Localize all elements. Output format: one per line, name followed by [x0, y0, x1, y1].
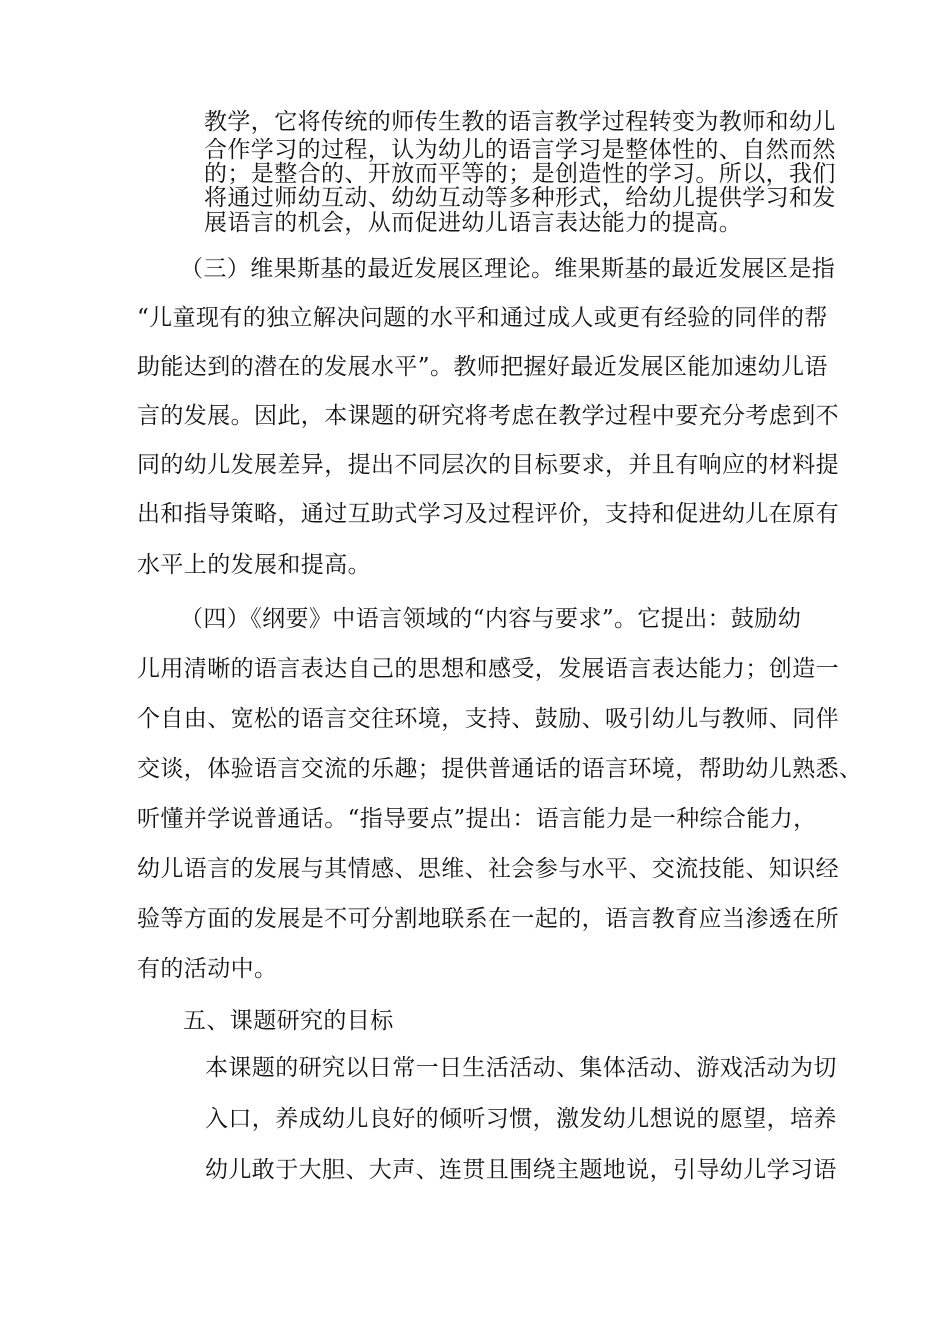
text-line: 同的幼儿发展差异，提出不同层次的目标要求，并且有响应的材料提 [137, 452, 839, 478]
section-heading: 五、课题研究的目标 [183, 1008, 394, 1034]
text-line: 助能达到的潜在的发展水平”。教师把握好最近发展区能加速幼儿语 [137, 354, 828, 380]
text-line: 教学，它将传统的师传生教的语言教学过程转变为教师和幼儿 [204, 109, 836, 135]
text-line: 的；是整合的、开放而平等的；是创造性的学习。所以，我们 [204, 161, 836, 187]
text-line: （三）维果斯基的最近发展区理论。维果斯基的最近发展区是指 [180, 256, 836, 282]
text-line: 验等方面的发展是不可分割地联系在一起的，语言教育应当渗透在所 [137, 906, 839, 932]
text-line: 幼儿语言的发展与其情感、思维、社会参与水平、交流技能、知识经 [137, 856, 839, 882]
text-line: 本课题的研究以日常一日生活活动、集体活动、游戏活动为切 [205, 1055, 837, 1081]
text-line: 听懂并学说普通话。“指导要点”提出：语言能力是一种综合能力， [137, 806, 817, 832]
text-line: “儿童现有的独立解决问题的水平和通过成人或更有经验的同伴的帮 [137, 305, 828, 331]
text-line: （四）《纲要》中语言领域的“内容与要求”。它提出：鼓励幼 [180, 606, 802, 632]
text-line: 个自由、宽松的语言交往环境，支持、鼓励、吸引幼儿与教师、同伴 [137, 706, 839, 732]
text-line: 儿用清晰的语言表达自己的思想和感受，发展语言表达能力；创造一 [137, 656, 839, 682]
text-line: 入口，养成幼儿良好的倾听习惯，激发幼儿想说的愿望，培养 [205, 1106, 837, 1132]
text-line: 有的活动中。 [137, 956, 278, 982]
text-line: 交谈，体验语言交流的乐趣；提供普通话的语言环境，帮助幼儿熟悉、 [137, 756, 863, 782]
text-line: 出和指导策略，通过互助式学习及过程评价，支持和促进幼儿在原有 [137, 501, 839, 527]
text-line: 合作学习的过程，认为幼儿的语言学习是整体性的、自然而然 [204, 137, 836, 163]
text-line: 展语言的机会，从而促进幼儿语言表达能力的提高。 [204, 210, 743, 236]
text-line: 水平上的发展和提高。 [137, 552, 371, 578]
text-line: 将通过师幼互动、幼幼互动等多种形式，给幼儿提供学习和发 [204, 185, 836, 211]
text-line: 幼儿敢于大胆、大声、连贯且围绕主题地说，引导幼儿学习语 [205, 1157, 837, 1183]
text-line: 言的发展。因此，本课题的研究将考虑在教学过程中要充分考虑到不 [137, 403, 839, 429]
